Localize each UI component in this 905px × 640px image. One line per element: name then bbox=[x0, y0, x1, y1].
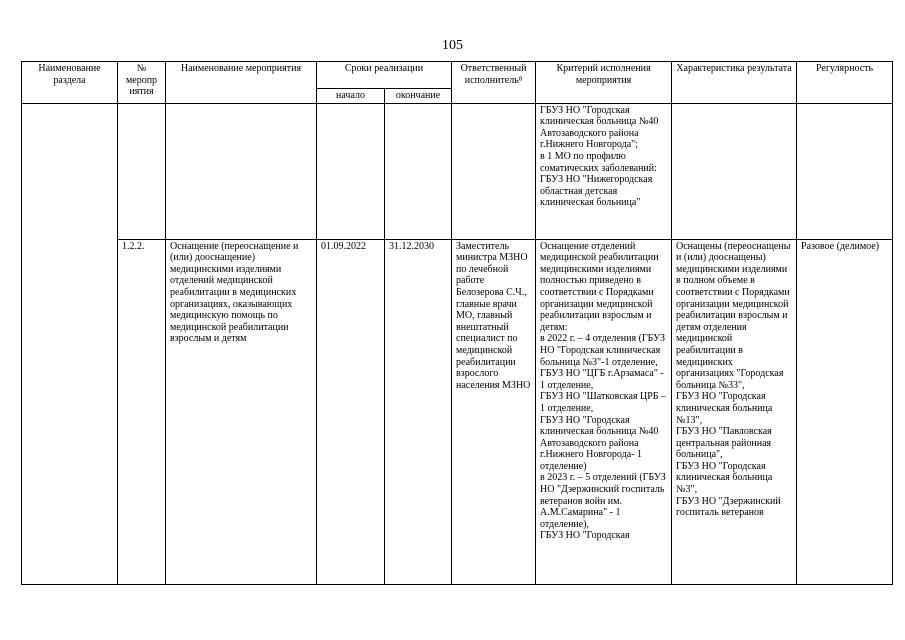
cell-number bbox=[118, 103, 166, 239]
header-criterion: Критерий исполнения мероприятия bbox=[536, 62, 672, 104]
cell-responsible: Заместитель министра МЗНО по лечебной работе Белозерова С.Ч., главные врачи МО, главный внештатный специалист по медицинской реабилитации взрослого населения МЗНО bbox=[452, 239, 536, 584]
cell-result: Оснащены (переоснащены и (или) дооснащены) медицинскими изделиями в полном объеме в соответствии с Порядками организации медицинской реабилитации взрослым и детям отделения медицинской реабилитации в медицинских организациях "Городская больница №33", ГБУЗ НО "Городская клиническая больница №13", ГБУЗ НО "Павловская центральная районная больница", ГБУЗ НО "Городская клиническая больница №3", ГБУЗ НО "Дзержинский госпиталь ветеранов bbox=[672, 239, 797, 584]
table-row bbox=[22, 103, 893, 239]
cell-end bbox=[385, 103, 452, 239]
header-section-name: Наименование раздела bbox=[22, 62, 118, 104]
cell-criterion: Оснащение отделений медицинской реабилитации медицинскими изделиями полностью приведено в соответствии с Порядками организации медицинской реабилитации взрослым и детям: в 2022 г. – 4 отделения (ГБУЗ НО "Городская клиническая больница №3"-1 отделение, ГБУЗ НО "ЦГБ г.Арзамаса" - 1 отделение, ГБУЗ НО "Шатковская ЦРБ – 1 отделение, ГБУЗ НО "Городская клиническая больница №40 Автозаводского района г.Нижнего Новгорода- 1 отделение) в 2023 г. – 5 отделений (ГБУЗ НО "Дзержинский госпиталь ветеранов войн им. А.М.Самарина" - 1 отделение), ГБУЗ НО "Городская bbox=[536, 239, 672, 584]
cell-start bbox=[317, 103, 385, 239]
page-number: 105 bbox=[442, 38, 463, 53]
cell-result bbox=[672, 103, 797, 239]
cell-name: Оснащение (переоснащение и (или) дооснащение) медицинскими изделиями отделений медицинской реабилитации в медицинских организациях, оказывающих медицинскую помощь по медицинской реабилитации взрослым и детям bbox=[166, 239, 317, 584]
cell-criterion: ГБУЗ НО "Городская клиническая больница №40 Автозаводского района г.Нижнего Новгорода"; в 1 МО по профилю соматических заболеваний: ГБУЗ НО "Нижегородская областная детская клиническая больница" bbox=[536, 103, 672, 239]
cell-responsible bbox=[452, 103, 536, 239]
header-regularity: Регулярность bbox=[797, 62, 893, 104]
header-responsible: Ответственный исполнитель⁸ bbox=[452, 62, 536, 104]
header-event-number: № меропр иятия bbox=[118, 62, 166, 104]
cell-regularity: Разовое (делимое) bbox=[797, 239, 893, 584]
cell-section bbox=[22, 103, 118, 584]
cell-start: 01.09.2022 bbox=[317, 239, 385, 584]
cell-number: 1.2.2. bbox=[118, 239, 166, 584]
header-start: начало bbox=[317, 89, 385, 104]
events-table bbox=[21, 61, 893, 585]
cell-name bbox=[166, 103, 317, 239]
header-end: окончание bbox=[385, 89, 452, 104]
cell-regularity bbox=[797, 103, 893, 239]
table-row bbox=[22, 239, 893, 584]
header-event-name: Наименование мероприятия bbox=[166, 62, 317, 104]
header-period: Сроки реализации bbox=[317, 62, 452, 89]
header-result: Характеристика результата bbox=[672, 62, 797, 104]
cell-end: 31.12.2030 bbox=[385, 239, 452, 584]
